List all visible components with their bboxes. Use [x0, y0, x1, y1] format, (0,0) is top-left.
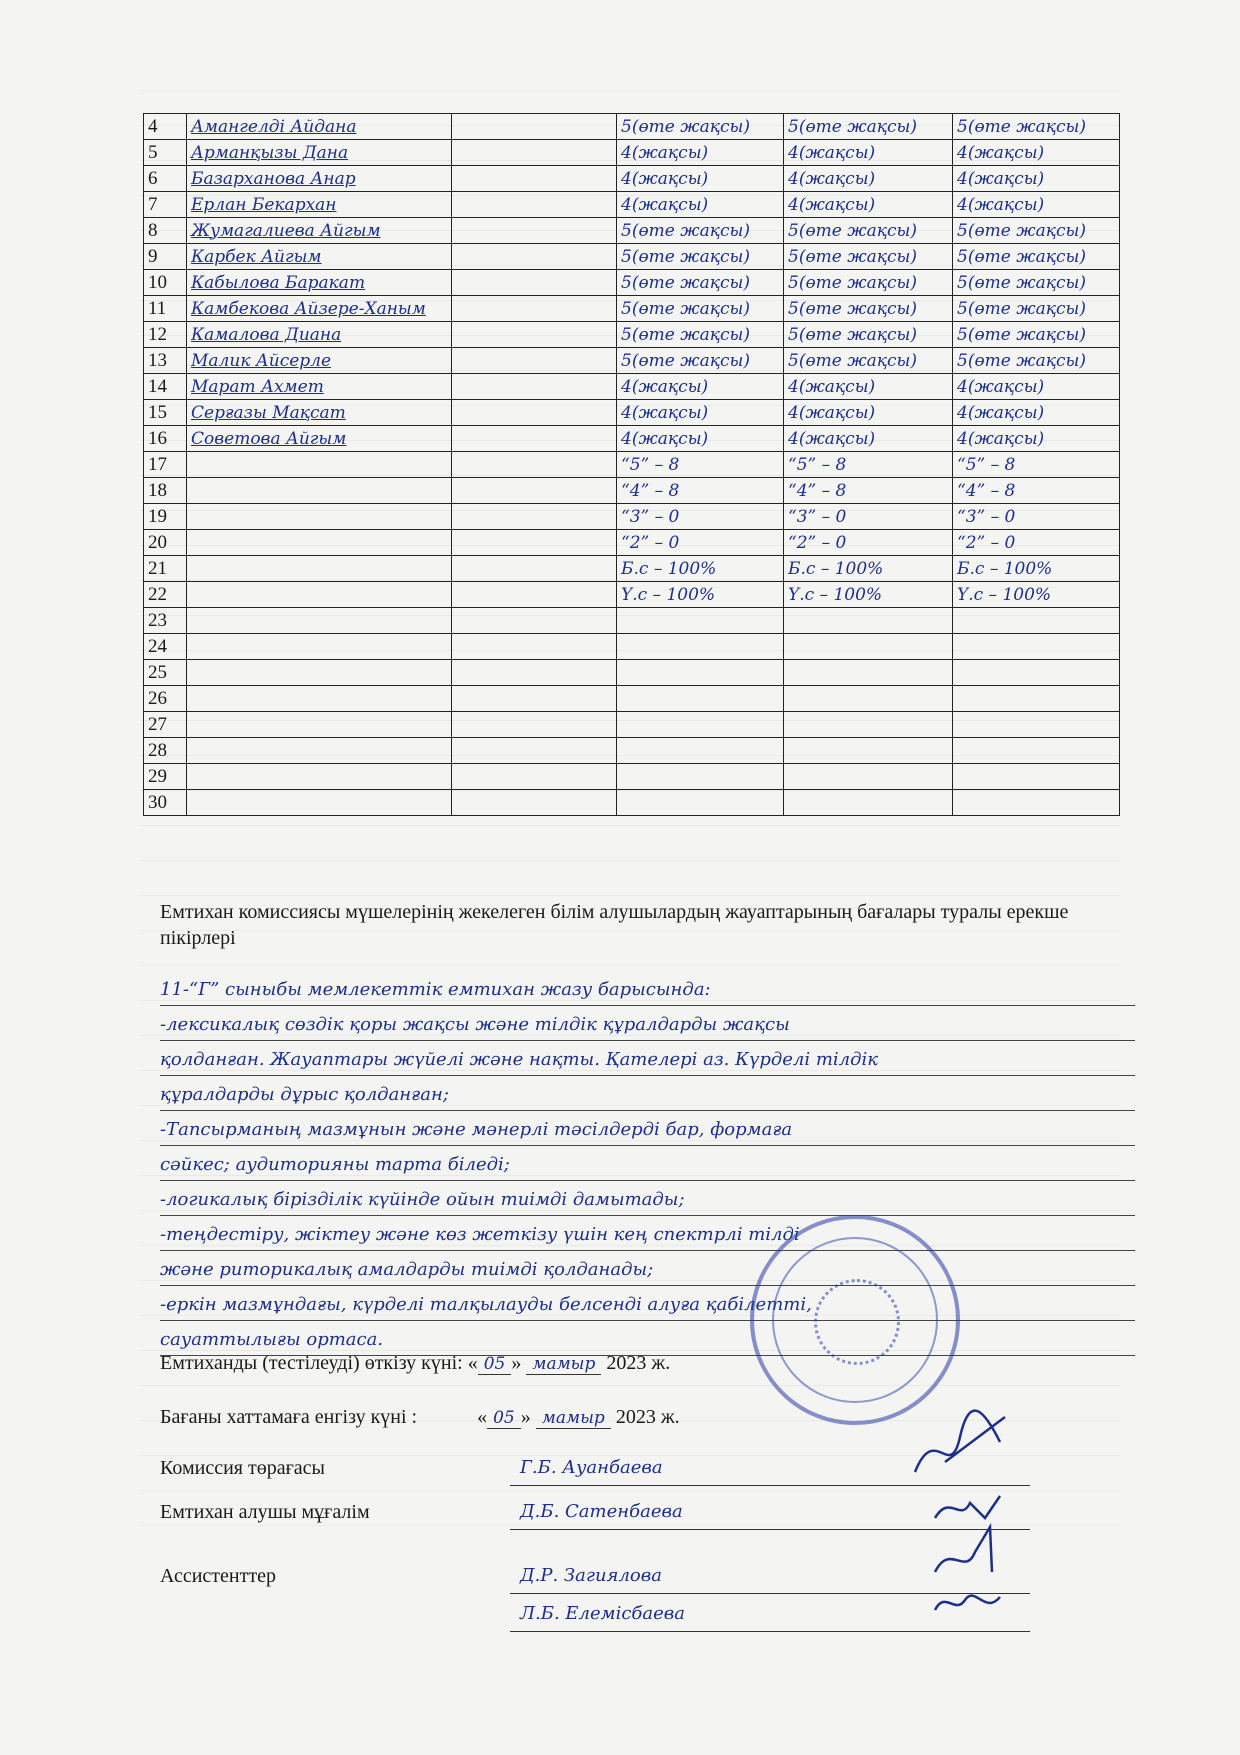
empty-cell [452, 764, 617, 790]
grade-cell-3: 5(өте жақсы) [953, 270, 1120, 296]
student-name: Карбек Айгым [187, 244, 452, 270]
opinion-line: сауаттылығы ортаса. [160, 1325, 1135, 1356]
table-row [144, 556, 1120, 582]
student-name [187, 686, 452, 712]
row-number: 22 [144, 582, 187, 608]
row-number: 25 [144, 660, 187, 686]
grade-cell-1 [617, 608, 784, 634]
grade-cell-2: 5(өте жақсы) [784, 218, 953, 244]
opinion-line: -логикалық бірізділік күйінде ойын тиімді дамытады; [160, 1185, 1135, 1216]
empty-cell [452, 660, 617, 686]
assistant2-signature-scribble [930, 1585, 1010, 1625]
empty-cell [452, 478, 617, 504]
student-name [187, 478, 452, 504]
row-number: 20 [144, 530, 187, 556]
table-row [144, 738, 1120, 764]
grade-cell-2: 5(өте жақсы) [784, 322, 953, 348]
record-date-year: 2023 ж. [615, 1406, 680, 1428]
student-name [187, 556, 452, 582]
grade-cell-3: 5(өте жақсы) [953, 322, 1120, 348]
table-row [144, 192, 1120, 218]
row-number: 26 [144, 686, 187, 712]
grade-cell-3: 5(өте жақсы) [953, 348, 1120, 374]
grade-cell-2: 4(жақсы) [784, 374, 953, 400]
grade-cell-2: 4(жақсы) [784, 166, 953, 192]
student-name: Камалова Диана [187, 322, 452, 348]
table-row [144, 712, 1120, 738]
assistant1-signature-scribble [930, 1522, 1010, 1592]
grade-cell-1: 4(жақсы) [617, 166, 784, 192]
grade-cell-1: Ү.с – 100% [617, 582, 784, 608]
opinions-lines [160, 975, 1135, 1360]
student-name [187, 582, 452, 608]
table-row [144, 660, 1120, 686]
table-row [144, 504, 1120, 530]
grade-cell-2: “3” – 0 [784, 504, 953, 530]
table-row [144, 166, 1120, 192]
row-number: 6 [144, 166, 187, 192]
table-row [144, 530, 1120, 556]
grade-cell-2 [784, 608, 953, 634]
chair-signature-scribble [905, 1402, 1015, 1492]
grade-cell-1: “3” – 0 [617, 504, 784, 530]
opinion-line: құралдарды дұрыс қолданған; [160, 1080, 1135, 1111]
opinion-line: 11-“Г” сыныбы мемлекеттік емтихан жазу барысында: [160, 975, 1135, 1006]
student-name [187, 452, 452, 478]
empty-cell [452, 166, 617, 192]
grade-cell-1 [617, 634, 784, 660]
grade-cell-1: 4(жақсы) [617, 140, 784, 166]
student-name: Амангелді Айдана [187, 114, 452, 140]
empty-cell [452, 426, 617, 452]
opinion-line: қолданған. Жауаптары жүйелі және нақты. Қателері аз. Күрделі тілдік [160, 1045, 1135, 1076]
empty-cell [452, 348, 617, 374]
exam-date-month: мамыр [526, 1354, 601, 1375]
grade-cell-3: 4(жақсы) [953, 400, 1120, 426]
grade-cell-3: “3” – 0 [953, 504, 1120, 530]
grade-cell-2: Ү.с – 100% [784, 582, 953, 608]
grade-cell-3 [953, 790, 1120, 816]
grade-cell-2: 5(өте жақсы) [784, 296, 953, 322]
row-number: 19 [144, 504, 187, 530]
opinion-line: -лексикалық сөздік қоры жақсы және тілдік құралдарды жақсы [160, 1010, 1135, 1041]
student-name: Малик Айсерле [187, 348, 452, 374]
grade-cell-2: “5” – 8 [784, 452, 953, 478]
grade-cell-1 [617, 764, 784, 790]
grade-cell-1: 5(өте жақсы) [617, 244, 784, 270]
table-row [144, 686, 1120, 712]
grade-cell-3 [953, 608, 1120, 634]
row-number: 8 [144, 218, 187, 244]
opinion-line: және риторикалық амалдарды тиімді қолданады; [160, 1255, 1135, 1286]
grade-cell-3: Б.с – 100% [953, 556, 1120, 582]
row-number: 28 [144, 738, 187, 764]
grade-cell-3: 5(өте жақсы) [953, 244, 1120, 270]
empty-cell [452, 452, 617, 478]
record-date-label: Бағаны хаттамаға енгізу күні : [160, 1406, 418, 1428]
table-row [144, 140, 1120, 166]
grade-cell-2: 5(өте жақсы) [784, 244, 953, 270]
student-name: Серғазы Мақсат [187, 400, 452, 426]
empty-cell [452, 296, 617, 322]
student-name: Арманқызы Дана [187, 140, 452, 166]
table-row [144, 296, 1120, 322]
table-row [144, 270, 1120, 296]
empty-cell [452, 218, 617, 244]
table-row [144, 218, 1120, 244]
opinion-line: -еркін мазмұндағы, күрделі талқылауды белсенді алуға қабілетті, [160, 1290, 1135, 1321]
record-date-open: « [477, 1406, 488, 1428]
grade-cell-2 [784, 634, 953, 660]
official-stamp [750, 1215, 960, 1425]
student-name: Ерлан Бекархан [187, 192, 452, 218]
table-row [144, 400, 1120, 426]
row-number: 11 [144, 296, 187, 322]
chair-label: Комиссия төрағасы [160, 1457, 325, 1479]
record-date-row [160, 1406, 680, 1429]
exam-date-quote: » [511, 1352, 522, 1374]
grade-cell-3 [953, 660, 1120, 686]
assistant1-name: Д.Р. Загиялова [510, 1565, 940, 1594]
row-number: 9 [144, 244, 187, 270]
grade-cell-2: 4(жақсы) [784, 192, 953, 218]
grade-cell-3: 4(жақсы) [953, 426, 1120, 452]
table-row [144, 348, 1120, 374]
grade-cell-1: 4(жақсы) [617, 400, 784, 426]
assistants-label: Ассистенттер [160, 1565, 276, 1587]
row-number: 7 [144, 192, 187, 218]
grade-cell-2: 4(жақсы) [784, 426, 953, 452]
empty-cell [452, 140, 617, 166]
row-number: 27 [144, 712, 187, 738]
grade-cell-1: 5(өте жақсы) [617, 348, 784, 374]
student-name: Базарханова Анар [187, 166, 452, 192]
empty-cell [452, 686, 617, 712]
opinion-line: -Тапсырманың мазмұнын және мәнерлі тәсілдерді бар, формаға [160, 1115, 1135, 1146]
assistant1-signature-row [160, 1560, 1030, 1594]
row-number: 24 [144, 634, 187, 660]
grade-cell-1: 5(өте жақсы) [617, 322, 784, 348]
grade-cell-2: “4” – 8 [784, 478, 953, 504]
grade-cell-2 [784, 686, 953, 712]
empty-cell [452, 244, 617, 270]
student-name [187, 660, 452, 686]
grade-cell-2: 5(өте жақсы) [784, 270, 953, 296]
row-number: 29 [144, 764, 187, 790]
grade-cell-3 [953, 712, 1120, 738]
grade-cell-1: 5(өте жақсы) [617, 270, 784, 296]
grade-cell-3: 4(жақсы) [953, 140, 1120, 166]
opinions-heading: Емтихан комиссиясы мүшелерінің жекелеген білім алушылардың жауаптарының бағалары туралы ерекше пікірлері [160, 901, 1069, 949]
grade-cell-2: 4(жақсы) [784, 140, 953, 166]
empty-cell [452, 374, 617, 400]
grade-cell-1 [617, 686, 784, 712]
student-name [187, 608, 452, 634]
grade-cell-1 [617, 790, 784, 816]
teacher-name: Д.Б. Сатенбаева [510, 1501, 940, 1530]
student-name [187, 764, 452, 790]
row-number: 30 [144, 790, 187, 816]
student-name [187, 712, 452, 738]
exam-date-day: 05 [478, 1354, 512, 1375]
grade-cell-1: “2” – 0 [617, 530, 784, 556]
grade-cell-1: 4(жақсы) [617, 374, 784, 400]
grade-cell-3: Ү.с – 100% [953, 582, 1120, 608]
empty-cell [452, 608, 617, 634]
empty-cell [452, 530, 617, 556]
row-number: 12 [144, 322, 187, 348]
grade-cell-3: 5(өте жақсы) [953, 114, 1120, 140]
grade-cell-3 [953, 764, 1120, 790]
record-date-quote: » [520, 1406, 531, 1428]
record-date-month: мамыр [536, 1408, 611, 1429]
teacher-label: Емтихан алушы мұғалім [160, 1501, 370, 1523]
table-row [144, 244, 1120, 270]
table-row [144, 634, 1120, 660]
student-name: Марат Ахмет [187, 374, 452, 400]
chair-signature-row [160, 1452, 1030, 1486]
empty-cell [452, 400, 617, 426]
grade-cell-2 [784, 764, 953, 790]
grades-table [143, 113, 1120, 816]
grade-cell-3: “5” – 8 [953, 452, 1120, 478]
assistant2-name: Л.Б. Елемісбаева [510, 1603, 940, 1632]
table-row [144, 114, 1120, 140]
student-name: Жумагалиева Айгым [187, 218, 452, 244]
student-name [187, 790, 452, 816]
student-name [187, 738, 452, 764]
teacher-signature-row [160, 1496, 1030, 1530]
opinion-line: -теңдестіру, жіктеу және көз жеткізу үшін кең спектрлі тілді [160, 1220, 1135, 1251]
row-number: 17 [144, 452, 187, 478]
grade-cell-1: “4” – 8 [617, 478, 784, 504]
student-name [187, 634, 452, 660]
table-row [144, 478, 1120, 504]
table-row [144, 374, 1120, 400]
empty-cell [452, 114, 617, 140]
row-number: 13 [144, 348, 187, 374]
student-name: Советова Айгым [187, 426, 452, 452]
empty-cell [452, 322, 617, 348]
table-row [144, 608, 1120, 634]
grade-cell-2 [784, 738, 953, 764]
grade-cell-1: 5(өте жақсы) [617, 218, 784, 244]
empty-cell [452, 556, 617, 582]
grade-cell-2 [784, 660, 953, 686]
table-row [144, 452, 1120, 478]
grade-cell-2: 5(өте жақсы) [784, 114, 953, 140]
empty-cell [452, 504, 617, 530]
grade-cell-2 [784, 712, 953, 738]
grade-cell-2 [784, 790, 953, 816]
empty-cell [452, 790, 617, 816]
grade-cell-3: 4(жақсы) [953, 374, 1120, 400]
grade-cell-3 [953, 634, 1120, 660]
student-name: Кабылова Баракат [187, 270, 452, 296]
grade-cell-1 [617, 738, 784, 764]
grade-cell-1: 5(өте жақсы) [617, 114, 784, 140]
table-row [144, 322, 1120, 348]
grade-cell-1: “5” – 8 [617, 452, 784, 478]
exam-date-label: Емтиханды (тестілеуді) өткізу күні: « [160, 1352, 478, 1374]
grade-cell-1: Б.с – 100% [617, 556, 784, 582]
row-number: 5 [144, 140, 187, 166]
student-name [187, 504, 452, 530]
grade-cell-2: Б.с – 100% [784, 556, 953, 582]
row-number: 23 [144, 608, 187, 634]
student-name [187, 530, 452, 556]
grade-cell-3: 4(жақсы) [953, 192, 1120, 218]
table-row [144, 790, 1120, 816]
row-number: 10 [144, 270, 187, 296]
row-number: 15 [144, 400, 187, 426]
row-number: 18 [144, 478, 187, 504]
table-row [144, 764, 1120, 790]
row-number: 4 [144, 114, 187, 140]
grade-cell-3 [953, 738, 1120, 764]
empty-cell [452, 738, 617, 764]
empty-cell [452, 712, 617, 738]
opinion-line: сәйкес; аудиторияны тарта біледі; [160, 1150, 1135, 1181]
table-row [144, 582, 1120, 608]
student-name: Камбекова Айзере-Ханым [187, 296, 452, 322]
empty-cell [452, 270, 617, 296]
grade-cell-3: “2” – 0 [953, 530, 1120, 556]
exam-date-year: 2023 ж. [606, 1352, 671, 1374]
grade-cell-1: 4(жақсы) [617, 192, 784, 218]
empty-cell [452, 634, 617, 660]
row-number: 16 [144, 426, 187, 452]
grade-cell-3: 5(өте жақсы) [953, 296, 1120, 322]
record-date-day: 05 [487, 1408, 521, 1429]
chair-name: Г.Б. Ауанбаева [510, 1457, 940, 1486]
grade-cell-2: 4(жақсы) [784, 400, 953, 426]
grade-cell-2: 5(өте жақсы) [784, 348, 953, 374]
grade-cell-1: 5(өте жақсы) [617, 296, 784, 322]
grade-cell-1: 4(жақсы) [617, 426, 784, 452]
grade-cell-3: 4(жақсы) [953, 166, 1120, 192]
row-number: 14 [144, 374, 187, 400]
grade-cell-1 [617, 660, 784, 686]
grade-cell-1 [617, 712, 784, 738]
empty-cell [452, 582, 617, 608]
empty-cell [452, 192, 617, 218]
exam-date-row [160, 1352, 670, 1375]
grade-cell-3 [953, 686, 1120, 712]
table-row [144, 426, 1120, 452]
assistant2-signature-row [160, 1598, 1030, 1632]
grade-cell-3: “4” – 8 [953, 478, 1120, 504]
grade-cell-2: “2” – 0 [784, 530, 953, 556]
grade-cell-3: 5(өте жақсы) [953, 218, 1120, 244]
row-number: 21 [144, 556, 187, 582]
